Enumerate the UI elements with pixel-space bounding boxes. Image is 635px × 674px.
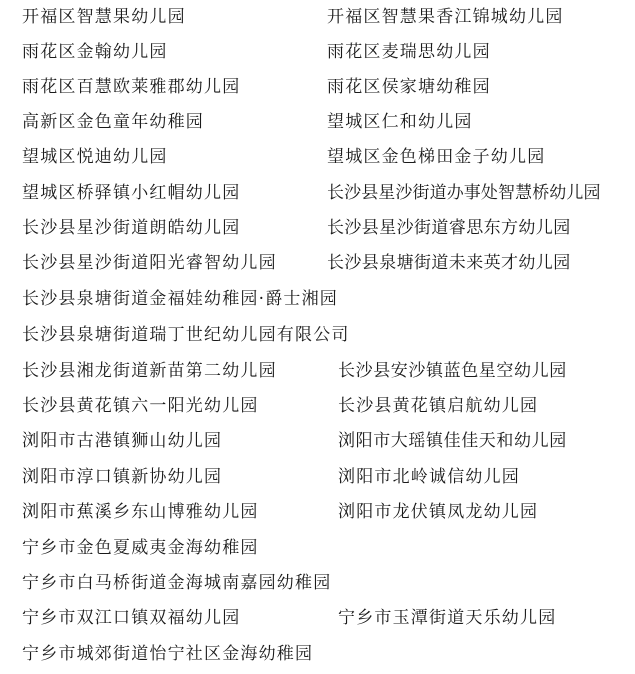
kindergarten-name: 长沙县黄花镇启航幼儿园 bbox=[338, 396, 539, 416]
kindergarten-name: 开福区智慧果幼儿园 bbox=[22, 7, 186, 27]
list-row bbox=[0, 531, 635, 566]
list-row bbox=[0, 460, 635, 495]
kindergarten-name: 浏阳市龙伏镇凤龙幼儿园 bbox=[338, 502, 539, 522]
kindergarten-name: 浏阳市古港镇狮山幼儿园 bbox=[22, 431, 223, 451]
kindergarten-name: 雨花区百慧欧莱雅郡幼儿园 bbox=[22, 77, 241, 97]
list-row bbox=[0, 282, 635, 317]
kindergarten-name: 长沙县泉塘街道未来英才幼儿园 bbox=[327, 253, 571, 273]
kindergarten-name: 长沙县星沙街道阳光睿智幼儿园 bbox=[22, 253, 277, 273]
kindergarten-name: 望城区金色梯田金子幼儿园 bbox=[327, 147, 546, 167]
list-row bbox=[0, 424, 635, 459]
kindergarten-name: 望城区桥驿镇小红帽幼儿园 bbox=[22, 183, 241, 203]
kindergarten-name: 高新区金色童年幼稚园 bbox=[22, 112, 204, 132]
kindergarten-name: 开福区智慧果香江锦城幼儿园 bbox=[327, 7, 564, 27]
kindergarten-name: 浏阳市蕉溪乡东山博雅幼儿园 bbox=[22, 502, 259, 522]
kindergarten-name: 宁乡市金色夏威夷金海幼稚园 bbox=[22, 538, 259, 558]
kindergarten-name: 长沙县湘龙街道新苗第二幼儿园 bbox=[22, 361, 277, 381]
kindergarten-name: 浏阳市大瑶镇佳佳天和幼儿园 bbox=[338, 431, 567, 451]
list-row bbox=[0, 389, 635, 424]
list-row bbox=[0, 211, 635, 246]
list-row bbox=[0, 601, 635, 636]
kindergarten-name: 长沙县星沙街道朗皓幼儿园 bbox=[22, 218, 241, 238]
kindergarten-name: 雨花区麦瑞思幼儿园 bbox=[327, 42, 491, 62]
kindergarten-name: 长沙县星沙街道办事处智慧桥幼儿园 bbox=[327, 183, 601, 203]
kindergarten-name: 浏阳市北岭诚信幼儿园 bbox=[338, 467, 520, 487]
kindergarten-name: 长沙县泉塘街道瑞丁世纪幼儿园有限公司 bbox=[22, 325, 350, 345]
list-row bbox=[0, 140, 635, 175]
list-row bbox=[0, 0, 635, 35]
kindergarten-name: 长沙县安沙镇蓝色星空幼儿园 bbox=[338, 361, 567, 381]
list-row bbox=[0, 35, 635, 70]
kindergarten-name: 长沙县泉塘街道金福娃幼稚园·爵士湘园 bbox=[22, 289, 339, 309]
kindergarten-name: 雨花区金翰幼儿园 bbox=[22, 42, 168, 62]
kindergarten-name: 长沙县黄花镇六一阳光幼儿园 bbox=[22, 396, 259, 416]
kindergarten-name: 宁乡市玉潭街道天乐幼儿园 bbox=[338, 608, 557, 628]
list-row bbox=[0, 566, 635, 601]
kindergarten-name: 宁乡市城郊街道怡宁社区金海幼稚园 bbox=[22, 644, 314, 664]
kindergarten-name: 长沙县星沙街道睿思东方幼儿园 bbox=[327, 218, 571, 238]
list-row bbox=[0, 495, 635, 530]
list-row bbox=[0, 318, 635, 353]
kindergarten-name: 宁乡市双江口镇双福幼儿园 bbox=[22, 608, 241, 628]
list-row bbox=[0, 246, 635, 281]
kindergarten-name: 望城区悦迪幼儿园 bbox=[22, 147, 168, 167]
list-row bbox=[0, 354, 635, 389]
list-row bbox=[0, 70, 635, 105]
kindergarten-name: 雨花区侯家塘幼稚园 bbox=[327, 77, 491, 97]
list-row bbox=[0, 176, 635, 211]
list-row bbox=[0, 637, 635, 672]
kindergarten-name: 浏阳市淳口镇新协幼儿园 bbox=[22, 467, 223, 487]
kindergarten-name: 望城区仁和幼儿园 bbox=[327, 112, 473, 132]
kindergarten-name: 宁乡市白马桥街道金海城南嘉园幼稚园 bbox=[22, 573, 332, 593]
list-row bbox=[0, 105, 635, 140]
